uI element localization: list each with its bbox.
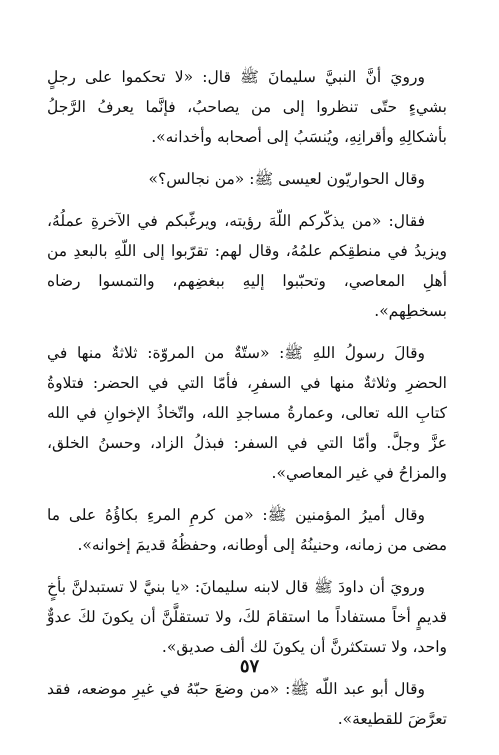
page-number: ٥٧ [239,656,260,677]
paragraph-4: وقالَ رسولُ اللهِ ﷺ: «ستّةٌ من المروّة: ثلاثةٌ منها في الحضرِ وثلاثةٌ منها في السفرِ، فأمّا التي في الحضر: فتلاوةُ كتابِ الله تعالى، وعمارةُ مساجدِ الله، واتّخاذُ الإخوانِ في الله عزَّ وجلَّ. وأمّا التي في السفر: فبذلُ الزاد، وحسنُ الخلق، والمزاحُ في غير المعاصي». [47,344,447,482]
paragraph-5: وقال أميرُ المؤمنين ﷺ: «من كرمِ المرءِ بكاؤُهُ على ما مضى من زمانه، وحنينُهُ إلى أوطانه، وحفظُهُ قديمَ إخوانه». [47,506,447,554]
paragraph-2: وقال الحواريّون لعيسى ﷺ: «من نجالس؟» [148,170,425,188]
document-body [47,62,447,746]
paragraph-6: ورويَ أن داودَ ﷺ قال لابنه سليمانَ: «يا بنيَّ لا تستبدلنَّ بأخٍ قديمٍ أخاً مستفاداً ما استقامَ لكَ، ولا تستقلَّنَّ أن يكونَ لكَ عدوٌّ واحد، ولا تستكثرنَّ أن يكونَ لك ألف صديق». [47,578,447,656]
paragraph-3: فقال: «من يذكّركم اللّهَ رؤيته، ويرغّبكم في الآخرةِ عملُهُ، ويزيدُ في منطقِكم علمُهُ، وقال لهم: تقرّبوا إلى اللّهِ بالبعدِ من أهلِ المعاصي، وتحبّبوا إليهِ ببغضِهم، والتمسوا رضاه بسخطِهم». [47,212,447,320]
paragraph-7: وقال أبو عبد اللّه ﷺ: «من وضعَ حبّهُ في غيرِ موضعه، فقد تعرَّضَ للقطيعة». [47,680,447,728]
paragraph-1: ورويَ أنَّ النبيَّ سليمانَ ﷺ قال: «لا تحكموا على رجلٍ بشيءٍ حتّى تنظروا إلى من يصاحبُ، فإنَّما يعرفُ الرَّجلُ بأشكالِهِ وأقرانِهِ، ويُنسَبُ إلى أصحابه وأخدانه». [47,68,447,146]
